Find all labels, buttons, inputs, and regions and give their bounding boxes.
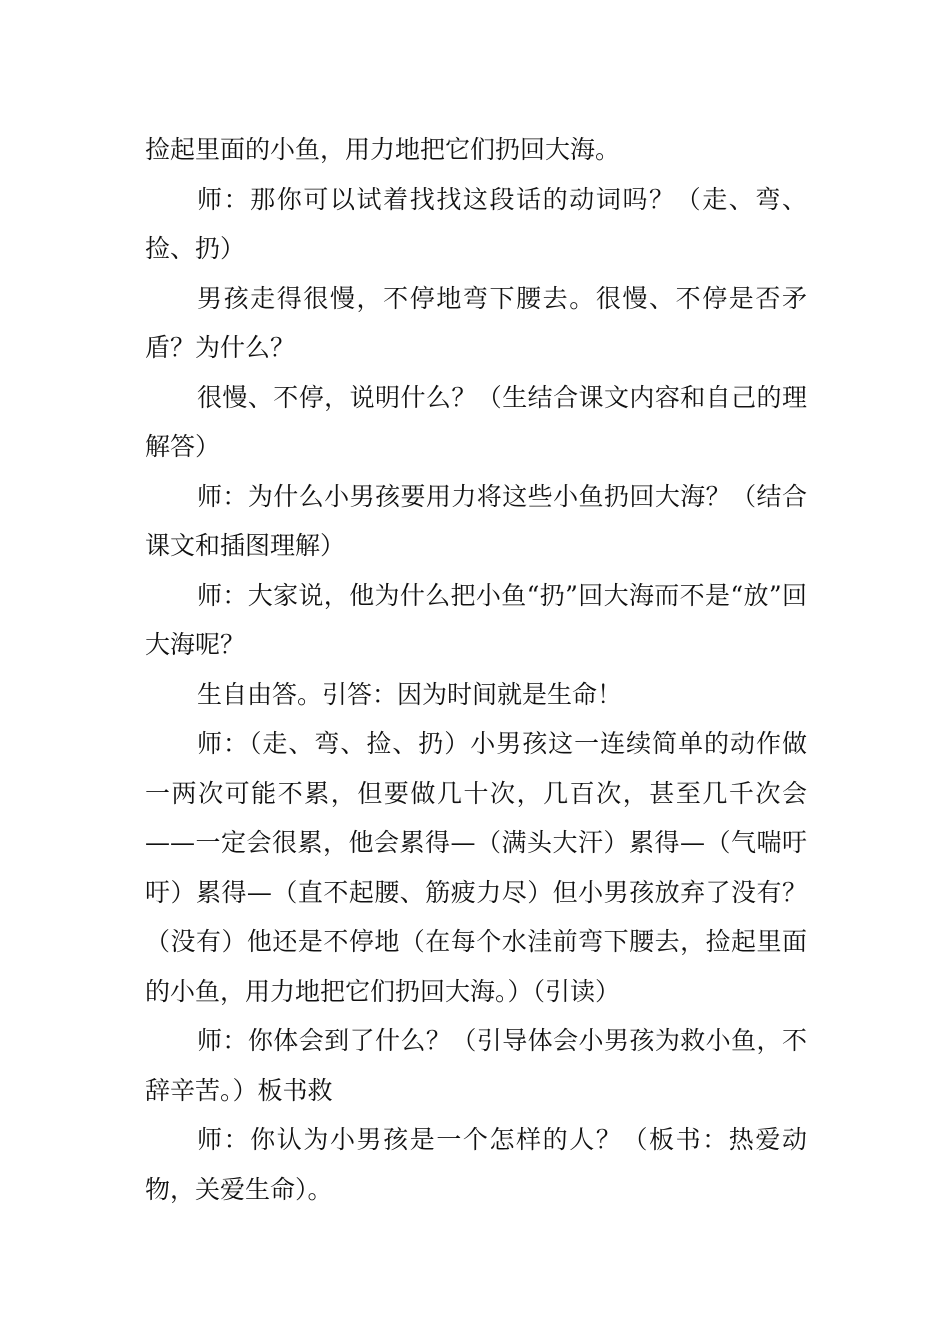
paragraph-what-kind-of-person: 师：你认为小男孩是一个怎样的人？（板书：热爱动物，关爱生命）。 (145, 1125, 807, 1204)
paragraph-throw-vs-put-question: 师：大家说，他为什么把小鱼“扔”回大海而不是“放”回大海呢？ (145, 580, 807, 659)
paragraph-continuation: 捡起里面的小鱼，用力地把它们扔回大海。 (145, 135, 621, 164)
paragraph-why-throw-question: 师：为什么小男孩要用力将这些小鱼扔回大海？（结合课文和插图理解） (145, 481, 807, 560)
paragraph-what-learned: 师：你体会到了什么？（引导体会小男孩为救小鱼，不辞辛苦。）板书救 (145, 1026, 807, 1105)
paragraph-verbs-question: 师：那你可以试着找找这段话的动词吗？（走、弯、捡、扔） (145, 184, 807, 263)
paragraph-meaning-question: 很慢、不停，说明什么？（生结合课文内容和自己的理解答） (145, 382, 807, 461)
paragraph-student-answer: 生自由答。引答：因为时间就是生命！ (197, 679, 623, 709)
paragraph-contradiction-question: 男孩走得很慢，不停地弯下腰去。很慢、不停是否矛盾？为什么？ (145, 283, 807, 362)
body-text (145, 125, 807, 1214)
paragraph-actions-explanation: 师：（走、弯、捡、扔）小男孩这一连续简单的动作做一两次可能不累，但要做几十次，几百次，甚至几千次会——一定会很累，他会累得—（满头大汗）累得—（气喘吁吁）累得—（直不起腰、筋疲力尽）但小男孩放弃了没有？（没有）他还是不停地（在每个水洼前弯下腰去，捡起里面的小鱼，用力地把它们扔回大海。）（引读） (145, 729, 807, 1006)
